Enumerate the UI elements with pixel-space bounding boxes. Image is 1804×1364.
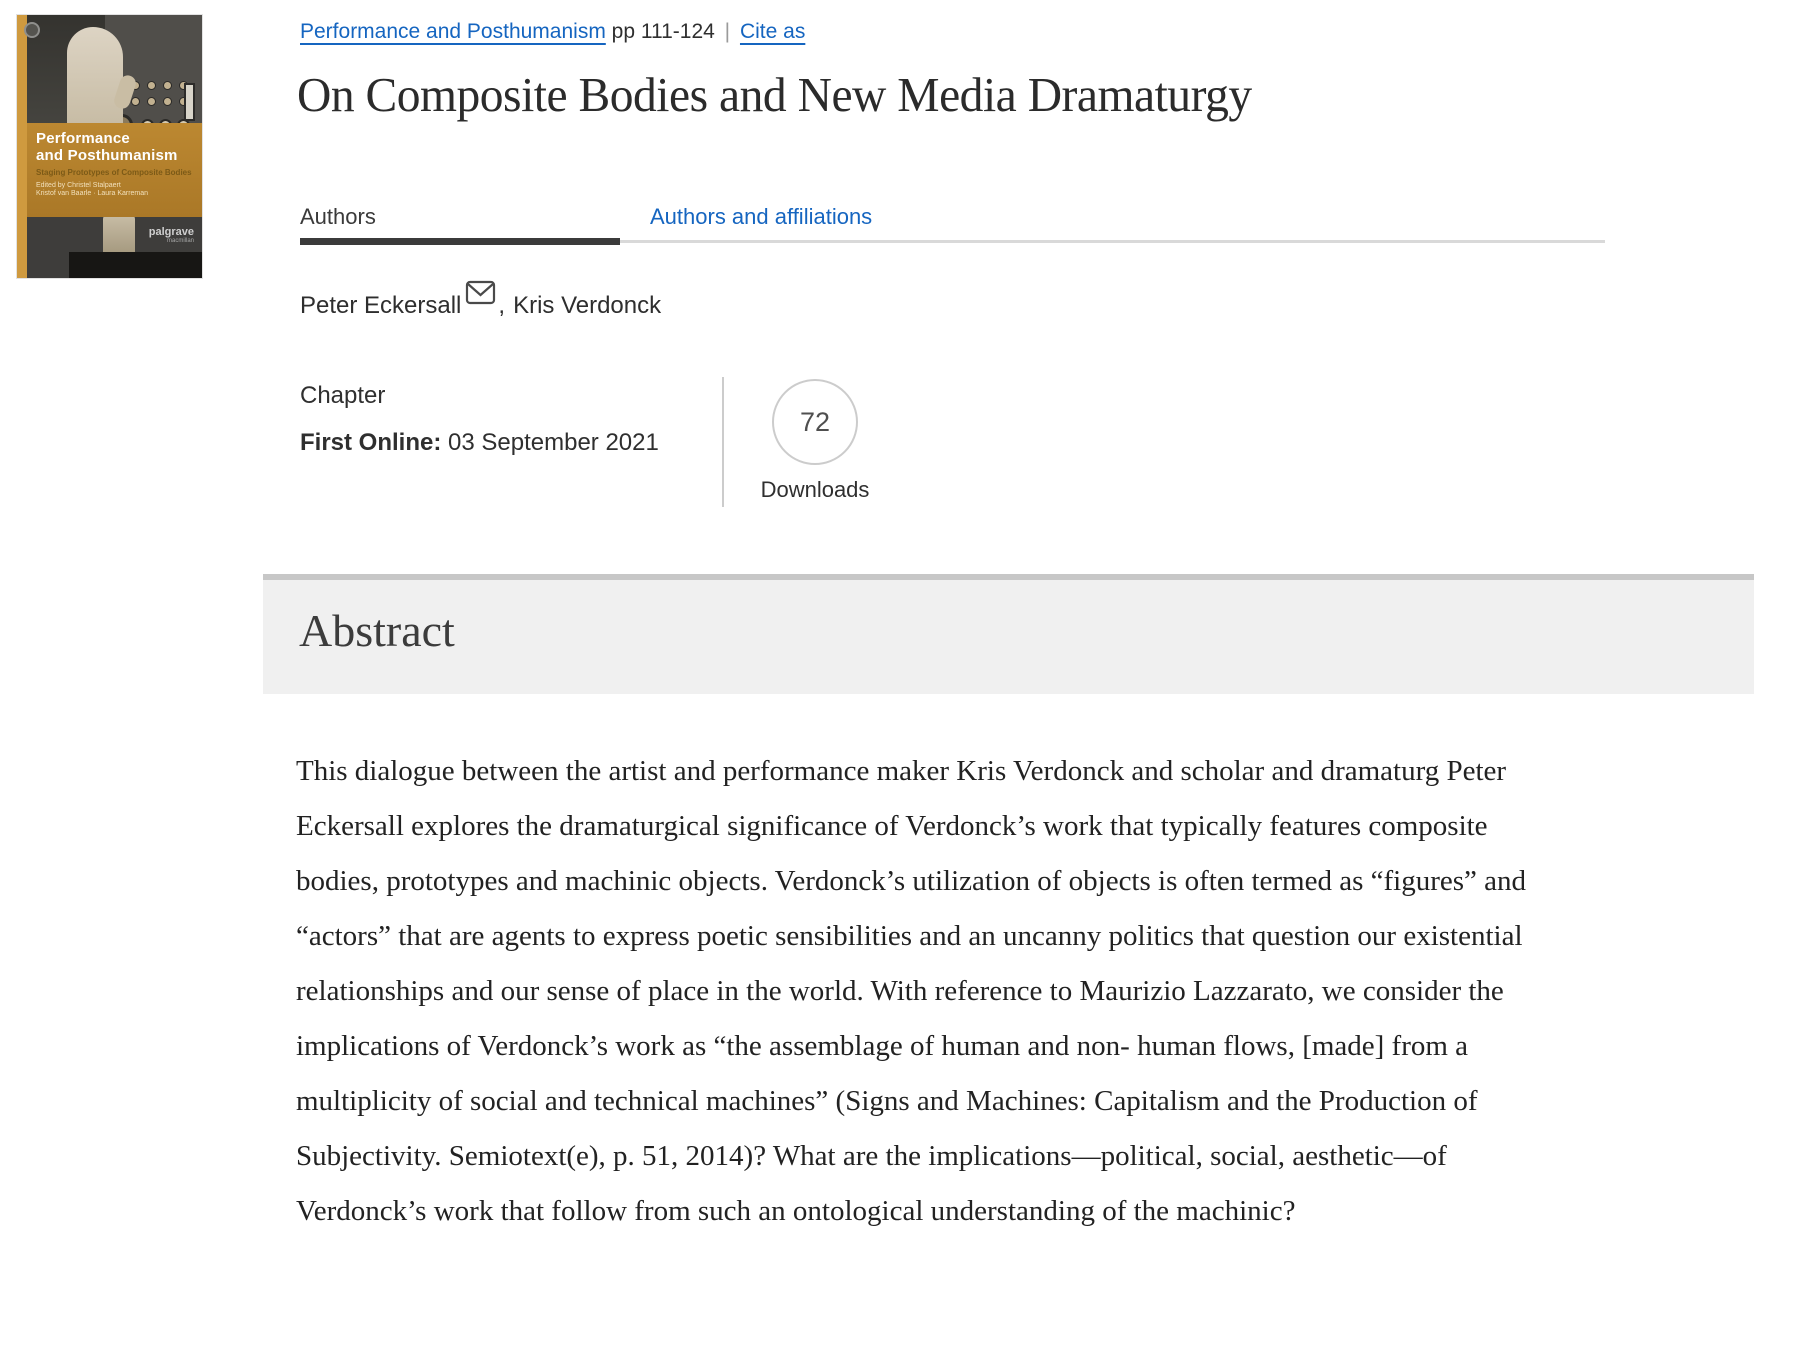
abstract-heading: Abstract — [299, 605, 455, 656]
author-name-1: Peter Eckersall — [300, 292, 462, 319]
cover-title-line1: Performance — [36, 130, 130, 147]
content-type-label: Chapter — [300, 382, 386, 409]
cite-as-link[interactable]: Cite as — [739, 20, 806, 43]
first-online-value: 03 September 2021 — [448, 429, 659, 456]
cover-title-band — [27, 123, 202, 217]
tab-authors[interactable]: Authors — [300, 204, 376, 229]
page-range-text: pp 111-124 — [611, 20, 715, 43]
cover-lever-art — [184, 83, 195, 121]
chapter-meta — [300, 372, 659, 466]
breadcrumb-separator: | — [724, 20, 731, 43]
publisher-logo: palgrave macmillan — [148, 226, 194, 244]
authors-row — [300, 280, 661, 320]
cover-editors-line2: Kristof van Baarle · Laura Karreman — [36, 190, 149, 197]
cover-orange-strip — [17, 15, 27, 278]
cover-editors-line1: Edited by Christel Stalpaert — [36, 182, 121, 189]
tab-active-indicator — [300, 238, 620, 245]
meta-divider — [722, 377, 724, 507]
email-icon[interactable] — [465, 280, 496, 312]
cover-statue-legs-art — [103, 215, 135, 257]
author-name-2: Kris Verdonck — [513, 292, 662, 319]
abstract-text: This dialogue between the artist and performance maker Kris Verdonck and scholar and dramaturg Peter Eckersall explores the dramaturgical significance of Verdonck’s work that typically features composite bodies, prototypes and machinic objects. Verdonck’s utilization of objects is often termed as “figures” and “actors” that are agents to express poetic sensibilities and an uncanny politics that question our existential relationships and our sense of place in the world. With reference to Maurizio Lazzarato, we consider the implications of Verdonck’s work as “the assemblage of human and non- human flows, [made] from a multiplicity of social and technical machines” (Signs and Machines: Capitalism and the Production of Subjectivity. Semiotext(e), p. 51, 2014)? What are the implications—political, social, aesthetic—of Verdonck’s work that follow from such an ontological understanding of the machinic? — [296, 755, 1527, 1227]
series-badge-icon — [24, 22, 40, 38]
cover-title-line2: and Posthumanism — [36, 147, 178, 164]
first-online-label: First Online: — [300, 429, 442, 456]
downloads-count: 72 — [799, 406, 831, 437]
abstract-header-band — [263, 574, 1754, 694]
author-separator: , — [498, 292, 506, 319]
downloads-label: Downloads — [760, 477, 870, 502]
downloads-count-circle — [772, 379, 858, 465]
book-title-link[interactable]: Performance and Posthumanism — [300, 20, 606, 43]
cover-subtitle: Staging Prototypes of Composite Bodies — [36, 168, 192, 177]
tab-authors-and-affiliations[interactable]: Authors and affiliations — [650, 204, 873, 229]
book-cover-thumbnail[interactable] — [17, 15, 202, 278]
breadcrumb — [300, 20, 805, 44]
page-title: On Composite Bodies and New Media Dramaturgy — [297, 67, 1252, 122]
cover-floor-art — [69, 252, 202, 278]
